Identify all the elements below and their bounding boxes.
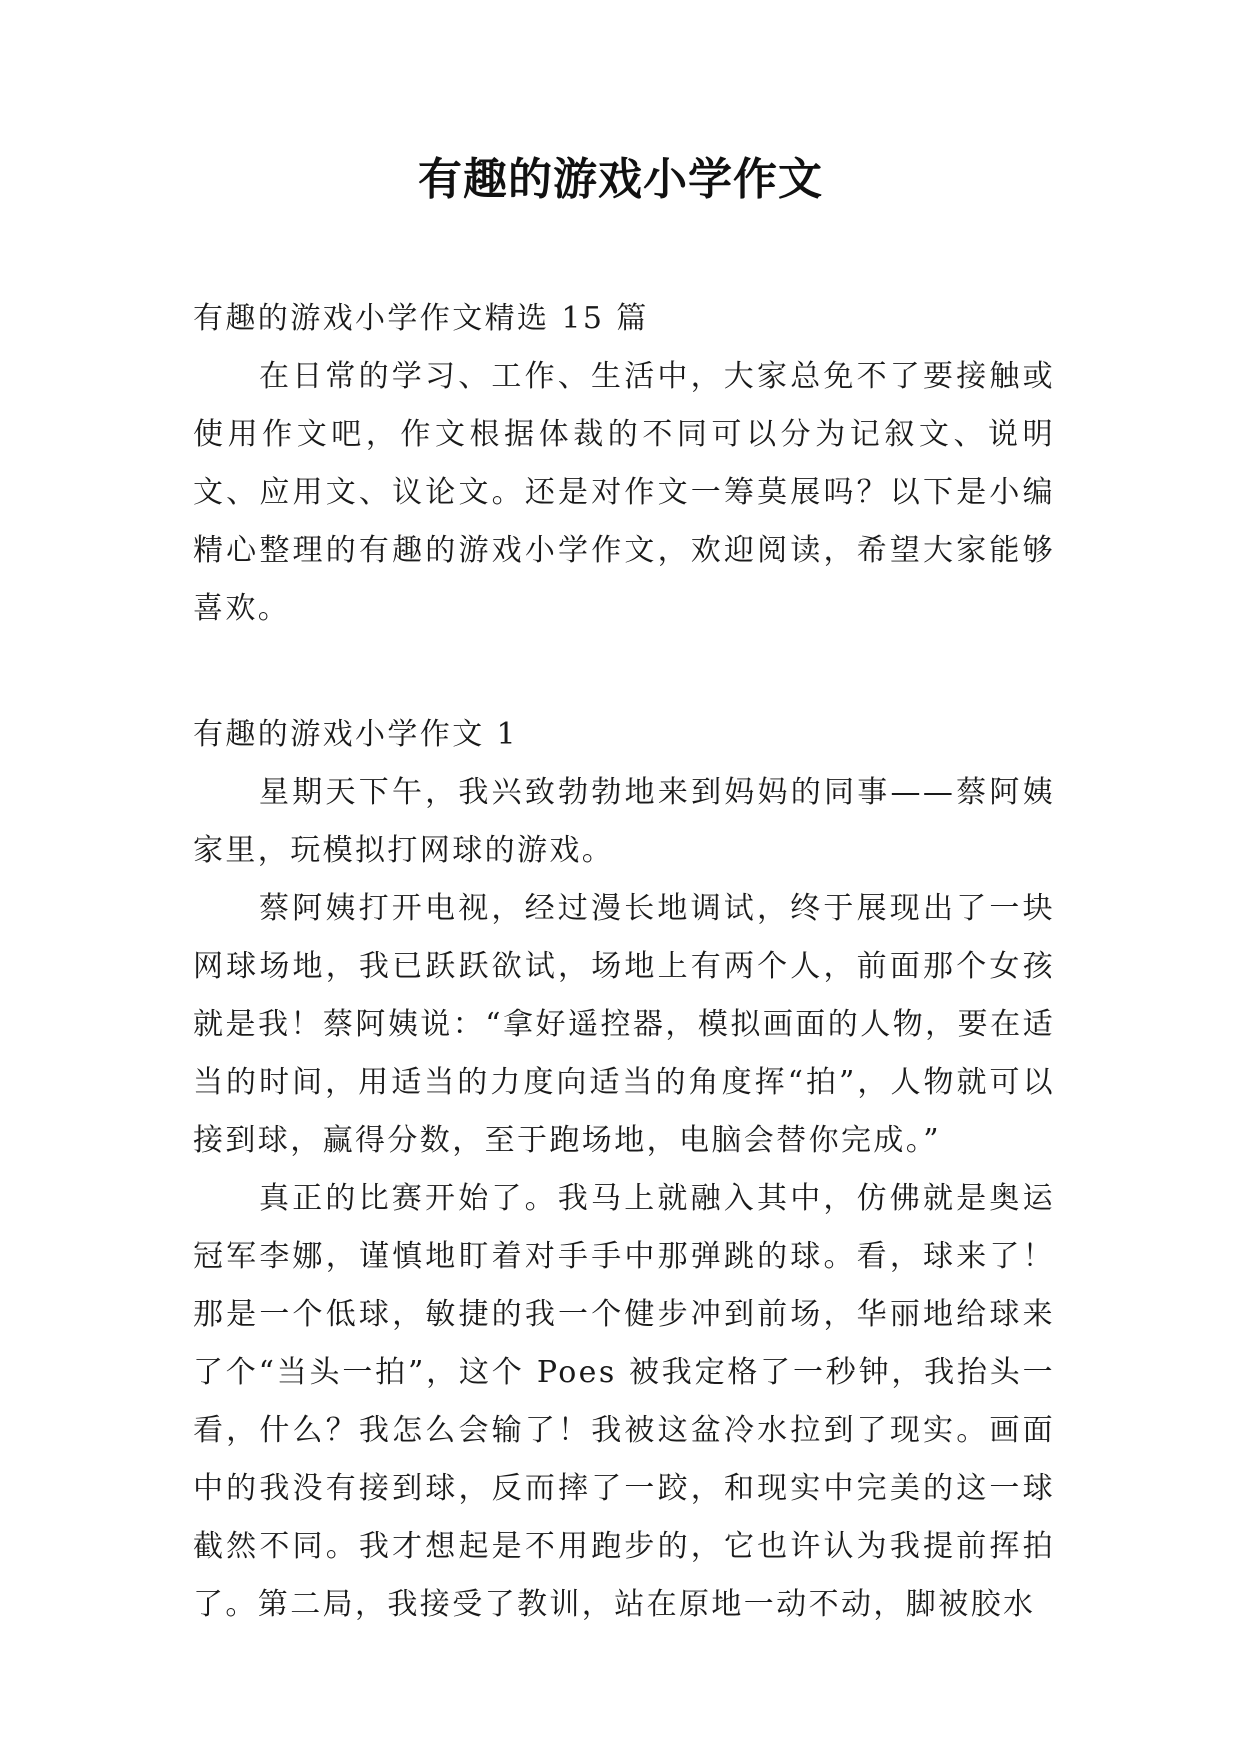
document-subtitle: 有趣的游戏小学作文精选 15 篇: [193, 301, 649, 336]
intro-paragraph: 在日常的学习、工作、生活中，大家总免不了要接触或使用作文吧，作文根据体裁的不同可以分为记叙文、说明文、应用文、议论文。还是对作文一筹莫展吗？以下是小编精心整理的有趣的游戏小学作文，欢迎阅读，希望大家能够喜欢。: [193, 359, 1055, 626]
section-spacer: [193, 638, 1055, 706]
body-paragraph: 真正的比赛开始了。我马上就融入其中，仿佛就是奥运冠军李娜，谨慎地盯着对手手中那弹跳的球。看，球来了！那是一个低球，敏捷的我一个健步冲到前场，华丽地给球来了个“当头一拍”，这个 Poes 被我定格了一秒钟，我抬头一看，什么？我怎么会输了！我被这盆冷水拉到了现实。画面中的我没有接到球，反而摔了一跤，和现实中完美的这一球截然不同。我才想起是不用跑步的，它也许认为我提前挥拍了。第二局，我接受了教训，站在原地一动不动，脚被胶水: [193, 1181, 1055, 1622]
document-body: [193, 290, 1055, 1634]
body-paragraph: 星期天下午，我兴致勃勃地来到妈妈的同事——蔡阿姨家里，玩模拟打网球的游戏。: [193, 775, 1055, 868]
section-heading: 有趣的游戏小学作文 1: [193, 717, 519, 752]
body-paragraph: 蔡阿姨打开电视，经过漫长地调试，终于展现出了一块网球场地，我已跃跃欲试，场地上有两个人，前面那个女孩就是我！蔡阿姨说：“拿好遥控器，模拟画面的人物，要在适当的时间，用适当的力度向适当的角度挥“拍”，人物就可以接到球，赢得分数，至于跑场地，电脑会替你完成。”: [193, 891, 1055, 1158]
page-title: 有趣的游戏小学作文: [418, 154, 823, 205]
